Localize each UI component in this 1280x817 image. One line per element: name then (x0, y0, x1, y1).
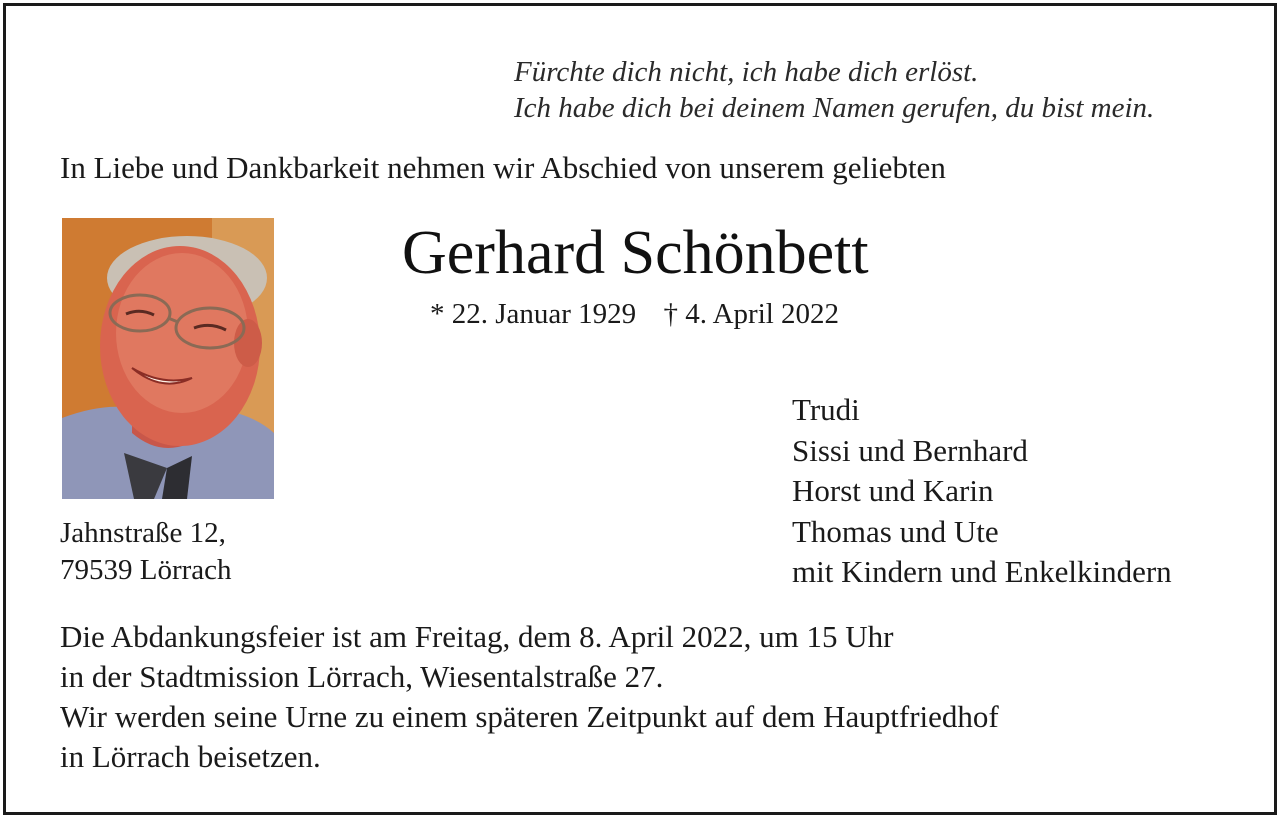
death-date: † 4. April 2022 (663, 298, 840, 330)
mourner: Sissi und Bernhard (792, 432, 1028, 468)
mourners-list (792, 390, 1172, 593)
service-line: in der Stadtmission Lörrach, Wiesentalstraße 27. (60, 659, 664, 694)
mourner: Thomas und Ute (792, 513, 999, 549)
mourner: mit Kindern und Enkelkindern (792, 554, 1172, 589)
mourner: Trudi (792, 392, 860, 427)
service-line: in Lörrach beisetzen. (60, 739, 321, 774)
birth-date: * 22. Januar 1929 (430, 298, 637, 330)
address-street: Jahnstraße 12, (60, 517, 226, 549)
mourner: Horst und Karin (792, 473, 994, 508)
deceased-name: Gerhard Schönbett (402, 219, 869, 287)
service-line: Die Abdankungsfeier ist am Freitag, dem 8. April 2022, um 15 Uhr (60, 619, 894, 654)
family-address (60, 515, 232, 589)
service-info (60, 617, 999, 777)
bible-verse (514, 54, 1154, 126)
address-city: 79539 Lörrach (60, 554, 232, 586)
service-line: Wir werden seine Urne zu einem späteren Zeitpunkt auf dem Hauptfriedhof (60, 699, 999, 734)
obituary-notice (3, 3, 1277, 815)
verse-line-1: Fürchte dich nicht, ich habe dich erlöst. (514, 56, 979, 88)
intro-text: In Liebe und Dankbarkeit nehmen wir Abschied von unserem geliebten (60, 150, 946, 185)
verse-line-2: Ich habe dich bei deinem Namen gerufen, du bist mein. (514, 92, 1155, 124)
life-dates (430, 296, 859, 332)
portrait-photo (62, 218, 274, 499)
